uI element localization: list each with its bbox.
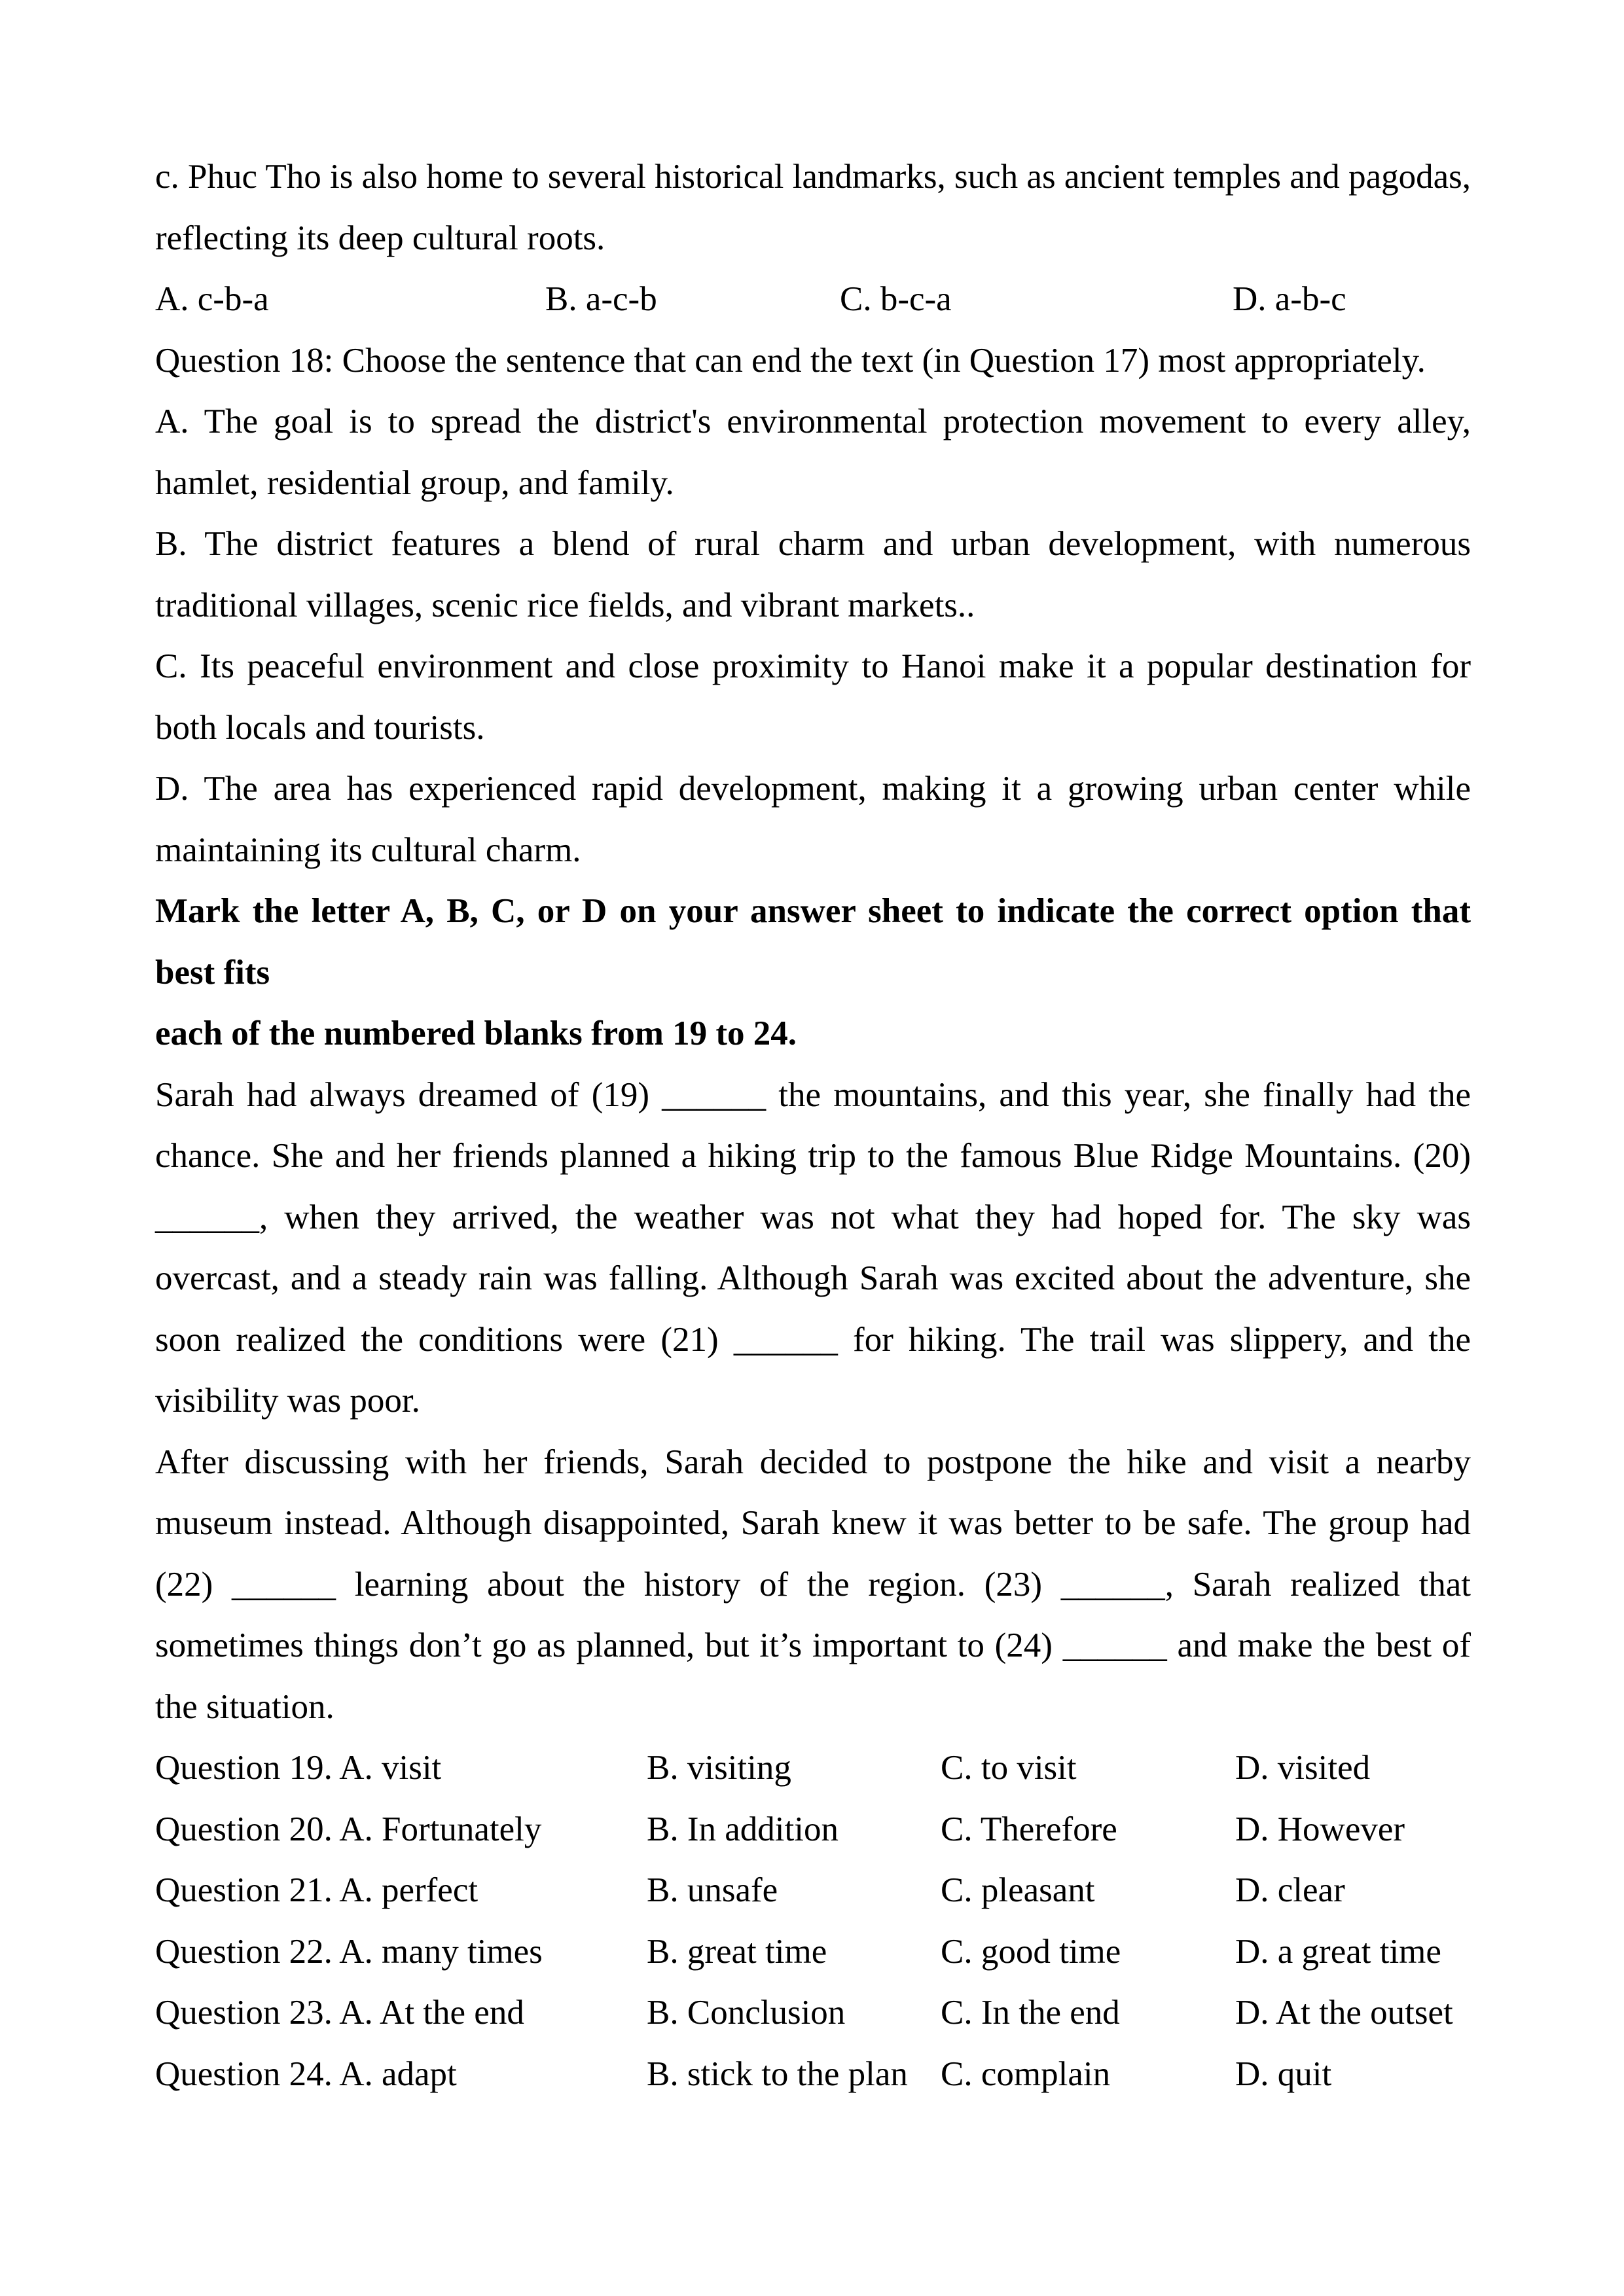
question-22-option-d[interactable]: D. a great time [1235,1932,1441,1971]
passage-p1-line-5: soon realized the conditions were (21) ______ for hiking. The trail was slippery, and the [155,1320,1471,1359]
question-22-option-a[interactable]: Question 22. A. many times [155,1932,543,1971]
question-22-option-c[interactable]: C. good time [941,1932,1121,1971]
q18-option-b-line-2: traditional villages, scenic rice fields, and vibrant markets.. [155,586,975,624]
passage-p1-line-4: overcast, and a steady rain was falling. Although Sarah was excited about the adventure, she [155,1259,1471,1297]
passage-p1-line-2: chance. She and her friends planned a hiking trip to the famous Blue Ridge Mountains. (20) [155,1137,1471,1175]
passage-p1-line-1: Sarah had always dreamed of (19) ______ the mountains, and this year, she finally had the [155,1075,1471,1114]
question-23-row [155,1982,1471,2044]
passage-p1-line-6: visibility was poor. [155,1382,420,1420]
q18-option-a-line-1: A. The goal is to spread the district's environmental protection movement to every alley, [155,403,1471,440]
q18-option-b-line-1: B. The district features a blend of rural charm and urban development, with numerous [155,525,1471,563]
question-20-option-c[interactable]: C. Therefore [941,1810,1117,1848]
q17-options [155,269,1471,331]
q17-option-b[interactable]: B. a-c-b [545,280,657,318]
document-page [155,147,1471,2105]
question-21-option-c[interactable]: C. pleasant [941,1871,1095,1909]
question-24-row [155,2044,1471,2106]
q18-option-b[interactable] [155,514,1471,636]
q18-option-a-line-2: hamlet, residential group, and family. [155,463,674,502]
question-19-row [155,1738,1471,1799]
q18-prompt: Question 18: Choose the sentence that can end the text (in Question 17) most appropriately. [155,341,1426,380]
instruction-line-3: each of the numbered blanks from 19 to 24. [155,1014,797,1052]
q18-option-c[interactable] [155,636,1471,759]
instruction-line-2: best fits [155,953,270,992]
question-22-row [155,1922,1471,1983]
question-22-option-b[interactable]: B. great time [647,1932,827,1971]
q18-option-d-line-1: D. The area has experienced rapid development, making it a growing urban center while [155,770,1471,808]
question-23-option-a[interactable]: Question 23. A. At the end [155,1994,524,2032]
passage-paragraph-1 [155,1065,1471,1432]
q18-option-d[interactable] [155,759,1471,881]
question-19-option-b[interactable]: B. visiting [647,1749,791,1787]
q18-option-c-line-1: C. Its peaceful environment and close proximity to Hanoi make it a popular destination for [155,647,1471,685]
question-24-option-c[interactable]: C. complain [941,2054,1111,2093]
section-instruction [155,881,1471,1065]
q18-option-c-line-2: both locals and tourists. [155,708,485,747]
question-20-row [155,1799,1471,1861]
q17-option-a[interactable]: A. c-b-a [155,280,269,318]
question-21-option-b[interactable]: B. unsafe [647,1871,778,1909]
question-24-option-d[interactable]: D. quit [1235,2054,1332,2093]
instruction-line-1: Mark the letter A, B, C, or D on your answer sheet to indicate the correct option that [155,892,1471,930]
question-21-option-a[interactable]: Question 21. A. perfect [155,1871,478,1909]
passage-p2-line-2: museum instead. Although disappointed, Sarah knew it was better to be safe. The group had [155,1504,1471,1542]
question-23-option-b[interactable]: B. Conclusion [647,1994,846,2032]
question-23-option-c[interactable]: C. In the end [941,1994,1120,2032]
question-24-option-a[interactable]: Question 24. A. adapt [155,2054,457,2093]
q17-option-c[interactable]: C. b-c-a [840,280,952,318]
passage-p2-line-1: After discussing with her friends, Sarah decided to postpone the hike and visit a nearby [155,1443,1471,1481]
question-19-option-d[interactable]: D. visited [1235,1749,1371,1787]
question-21-option-d[interactable]: D. clear [1235,1871,1345,1909]
question-options-table [155,1738,1471,2105]
question-23-option-d[interactable]: D. At the outset [1235,1994,1453,2032]
passage-p1-line-3: ______, when they arrived, the weather was not what they had hoped for. The sky was [155,1198,1471,1236]
question-20-option-d[interactable]: D. However [1235,1810,1405,1848]
q17-item-c-line-2: reflecting its deep cultural roots. [155,219,605,257]
question-24-option-b[interactable]: B. stick to the plan [647,2054,908,2093]
question-20-option-a[interactable]: Question 20. A. Fortunately [155,1810,542,1848]
question-21-row [155,1860,1471,1922]
passage-p2-line-3: (22) ______ learning about the history of the region. (23) ______, Sarah realized that [155,1565,1471,1604]
passage-p2-line-5: the situation. [155,1687,334,1726]
q18-option-d-line-2: maintaining its cultural charm. [155,831,581,869]
passage-paragraph-2 [155,1432,1471,1738]
q18-option-a[interactable] [155,391,1471,514]
question-19-option-c[interactable]: C. to visit [941,1749,1077,1787]
q17-option-d[interactable]: D. a-b-c [1233,280,1346,318]
question-20-option-b[interactable]: B. In addition [647,1810,839,1848]
question-19-option-a[interactable]: Question 19. A. visit [155,1749,442,1787]
q17-item-c [155,147,1471,269]
passage-p2-line-4: sometimes things don’t go as planned, but it’s important to (24) ______ and make the best of [155,1626,1471,1664]
q17-item-c-line-1: c. Phuc Tho is also home to several historical landmarks, such as ancient temples and pagodas, [155,158,1471,196]
